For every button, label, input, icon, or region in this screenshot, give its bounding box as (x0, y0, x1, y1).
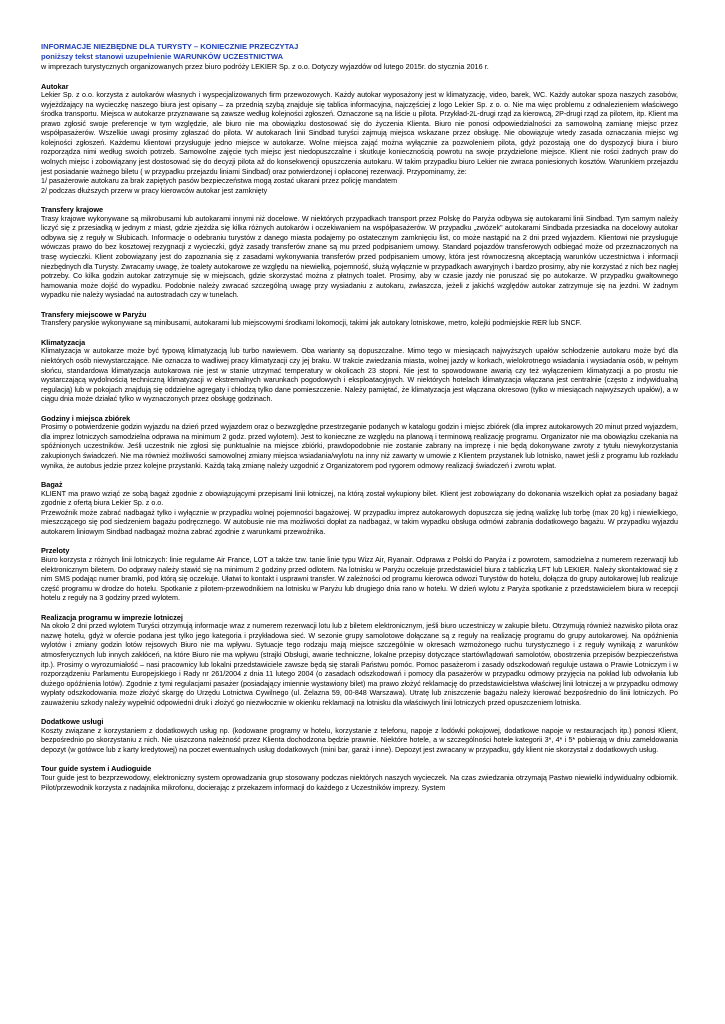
section (41, 310, 678, 329)
section (41, 764, 678, 793)
section-paragraph: Tour guide jest to bezprzewodowy, elektroniczny system oprowadzania grup stosowany podczas niektórych naszych wycieczek. Na czas zwiedzania otrzymają Pastwo niewielki indywidualny odbiornik. Pilot/przewodnik korzysta z nadajnika mikrofonu, docierając z przekazem informacji do każdego z Uczestników imprezy. System (41, 774, 678, 792)
section-paragraph: Trasy krajowe wykonywane są mikrobusami lub autokarami innymi niż docelowe. W niektórych przypadkach transport przez Polskę do Paryża odbywa się autokarami linii Sindbad. Tym samym należy liczyć się z przesiadką w jednym z miast, gdzie zjeżdża się kilka różnych autokarów i oczekiwaniem na współpasażerów. W przypadku „zwózek" autokarami Sindbada przesiadka na docelowy autokar odbywa się z reguły w Słubicach. Informacje o odebraniu turystów z danego miasta podajemy po ostatecznym zamknięciu list, co może nastąpić na 2 dni przed wyjazdem. Klientowi nie przysługuje wówczas prawo do bez kosztowej rezygnacji z wycieczki, gdyż zasady transferów znane są mu przed podpisaniem umowy. Standard pojazdów transferowych odbiegać może od przeznaczonych na trasę wycieczki. Klient zobowiązany jest do zapoznania się z zasadami wykonywania transferów przed podpisaniem umowy, która jest równoczesną akceptacją warunków uczestnictwa i informacji niezbędnych dla Turysty. Zwracamy uwagę, że toalety autokarowe ze względu na niewielką, pojemność, służą wyłącznie w przypadkach awaryjnych i bardzo prosimy, aby nie korzystać z nich bez nagłej potrzeby. Co kilka godzin autokar zatrzymuje się w miejscach, gdzie skorzystać można z płatnych toalet. Prosimy, aby w czasie jazdy nie poruszać się po autokarze. W przypadku gwałtownego hamowania może dojść do wypadku. Podobnie należy zwracać szczególną uwagę przy wysiadaniu z autokaru, zwłaszcza, jeżeli z jakichś względów autokar zatrzymuje się na jezdni. W żadnym wypadku nie należy wysiadać na autostradach czy w tunelach. (41, 214, 678, 300)
section-heading: Transfery krajowe (41, 205, 104, 215)
section (41, 82, 678, 197)
section-paragraph: Transfery paryskie wykonywane są minibusami, autokarami lub miejscowymi środkami lokomocji, takimi jak autokary lotniskowe, metro, kolejki podmiejskie RER lub SNCF. (41, 319, 582, 328)
section-paragraph: Przewoźnik może zabrać nadbagaż tylko i wyłącznie w przypadku wolnej pojemności bagażowej. W przypadku imprez autokarowych dopuszcza się jedną walizkę lub torbę (max 20 kg) i niewielkiego, mieszczącego się pod siedzeniem bagażu podręcznego. W autobusie nie ma możliwości dopłat za nadbagaż, w takim wypadku obsługa odmówi zabrania dodatkowego bagażu. W przypadku wyjazdu autokarem liniowym Sindbad nadbagaż można zabrać zgodnie z warunkami przewoźnika. (41, 508, 678, 536)
section-heading: Godziny i miejsca zbiórek (41, 413, 131, 423)
section-paragraph: 2/ podczas dłuższych przerw w pracy kierowców autokar jest zamknięty (41, 186, 268, 195)
document-title: INFORMACJE NIEZBĘDNE DLA TURYSTY – KONIECZNIE PRZECZYTAJ (41, 42, 299, 51)
section-heading: Realizacja programu w imprezie lotniczej (41, 612, 183, 622)
section-heading: Klimatyzacja (41, 337, 86, 347)
section-paragraph: Lekier Sp. z o.o. korzysta z autokarów własnych i wyspecjalizowanych firm przewozowych. Każdy autokar wyposażony jest w klimatyzację, video, barek, WC. Każdy autokar spoza naszych zasobów, wyjeżdżający na wycieczkę naszego biura jest opisany – za przednią szybą znajduje się tablica informacyjna, najczęściej z logo Lekier Sp. z o. o. Nie ma więc problemu z odnalezieniem właściwego środka transportu. Miejsca w autokarze przyznawane są zawsze według kolejności zgłoszeń. Oznaczone są na liście u pilota. Przykład-2L-drugi rząd za kierowcą, 2P-drugi rząd za pilotem, itp. Klient ma prawo zgłosić swoje preferencje w tym względzie, ale biuro nie ma obowiązku dostosować się do życzenia Klienta. Biuro nie ponosi odpowiedzialności za samowolną zamianę miejsc przez współpasażerów. Wszelkie uwagi prosimy zgłaszać do pilota. W autokarach linii Sindbad turyści zajmują miejsca wskazane przez obsługę. Nie obowiązuje wtedy zasada oznaczania miejsc wg kolejności zgłoszeń. Każdemu klientowi przysługuje jedno miejsce w autokarze. Wolne miejsca zająć można wyłącznie za pozwoleniem pilota, gdyż pozostają one do dyspozycji biura i biuro rozporządza nimi według swoich potrzeb. Samowolne zajęcie tych miejsc jest niedopuszczalne i skutkuje koniecznością powrotu na swoje przydzielone miejsce. Klient nie rości żadnych praw do wolnych miejsc i zobowiązany jest dostosować się do decyzji pilota až do konsekwencji opuszczenia autokaru. W takim przypadku biuro Lekier nie zwraca poniesionych kosztów. Warunkiem przejazdu jest posiadanie ważnego biletu ( w przypadku przejazdu liniami Sindbad) oraz potwierdzonej i opłaconej rezerwacji. Przypominamy, że: (41, 91, 678, 176)
section-heading: Transfery miejscowe w Paryżu (41, 309, 147, 319)
section-heading: Bagaż (41, 480, 63, 490)
section-heading: Autokar (41, 81, 69, 91)
section-heading: Dodatkowe usługi (41, 717, 104, 727)
document-intro: w imprezach turystycznych organizowanych przez biuro podróży LEKIER Sp. z o.o. Dotyczy wyjazdów od lutego 2015r. do stycznia 2016 r. (41, 62, 489, 71)
section-paragraph: Biuro korzysta z różnych linii lotniczych: linie regularne Air France, LOT a także tzw. tanie linie typu Wizz Air, Ryanair. Odprawa z Polski do Paryża i z powrotem, samodzielna z numerem rezerwacji lub elektronicznym biletem. Do odprawy należy stawić się na minimum 2 godziny przed odlotem. Na lotnisku w Paryżu oczekuje przedstawiciel biura z tabliczką LFT lub LEKIER. Należy skontaktować się z nim SMS podając numer bramki, pod którą się oczekuje. Ułatwi to kontakt i usprawni transfer. W zależności od programu kierowca odwozi Turystów do hotelu, dołącza do grupy autokarowej lub realizuje część programu w drodze do hotelu. Spotkanie z pilotem-przewodnikiem na lotnisku w Paryżu lub drugiego dnia rano w hotelu. W dzień wylotu z Paryża spotkanie z przedstawicielem biura w recepcji hotelu z reguły na 3 godziny przed wylotem. (41, 555, 678, 603)
section-paragraph: KLIENT ma prawo wziąć ze sobą bagaż zgodnie z obowiązującymi przepisami linii lotniczej, na którą został wykupiony bilet. Klient jest zobowiązany do dokonania wszelkich opłat za posiadany bagaż zgodnie z ofertą biura Lekier Sp. z o.o. (41, 489, 678, 508)
section (41, 205, 678, 301)
section-paragraph: Klimatyzacja w autokarze może być typową klimatyzacją lub turbo nawiewem. Oba warianty są dopuszczalne. Mimo tego w miesiącach najwyższych upałów schłodzenie autokaru może być dla niektórych osób niewystarczające. Nie oznacza to wadliwej pracy klimatyzacji czy jej braku. W trakcie zwiedzania miasta, wolnej jazdy w korkach, wielokrotnego wsiadania i wysiadania osób, w pełnym słońcu, standardowa klimatyzacja autokarowa nie jest w stanie utrzymać temperatury w okolicach 23 stopni. Nie jest to spowodowane awarią czy też wyłączeniem klimatyzacji a po prostu nie wystarczającą wydolnością techniczną klimatyzacji w ekstremalnych warunkach pogodowych i eksploatacyjnych. W niektórych hotelach klimatyzacja włączana jest centralnie (często z indywidualną regulacją) lub w pokojach znajdują się oddzielne agregaty i chłodzą tylko dane pomieszczenie. Należy pamiętać, że klimatyzacja jest włączana okresowo (tylko w miesiącach najwyższych upałów), a w ciągu dnia może działać tylko w wyznaczonych przez obsługę godzinach. (41, 347, 678, 404)
section-paragraph: Prosimy o potwierdzenie godzin wyjazdu na dzień przed wyjazdem oraz o bezwzględne przestrzeganie podanych w katalogu godzin i miejsc zbiórek (dla imprez autokarowych 20 minut przed wyjazdem, dla imprez lotniczych samodzielna odprawa na minimum 2 godz. przed wylotem). Jest to konieczne ze względu na planową i terminową realizację programu. Organizator nie ma obowiązku czekania na spóźnionych uczestników. Jeśli uczestnik nie zgłosi się punktualnie na miejsce zbiórki, prawdopodobnie nie zostanie zabrany na imprezę i nie będą dokonywane zwroty z tytułu niewykorzystania zakupionych świadczeń. Nie ma również możliwości samowolnej zmiany miejsca wsiadania/wylotu na inny niż zawarty w umowie z Klientem przystanek lub lotnisko, nawet jeśli z programu lub rozkładu wynika, że autobus jedzie przez kolejne przystanki. Każdą taką zmianę należy uzgodnić z Organizatorem pod rygorem odmowy realizacji świadczeń i zwrotu wpłat. (41, 423, 678, 470)
section-paragraph: 1/ pasażerowie autokaru za brak zapiętych pasów bezpieczeństwa mogą zostać ukarani przez policję mandatem (41, 177, 398, 186)
section (41, 338, 678, 405)
section-paragraph: Koszty związane z korzystaniem z dodatkowych usług np. (kodowane programy w hotelu, korzystanie z telefonu, napoje z lodówki pokojowej, dodatkowe napoje w restauracjach itp.) ponosi Klient, bezpośrednio po skorzystaniu z nich. Nie uiszczona należność przez Klienta dochodzona będzie prawnie. Niektóre hotele, a w szczególności hotele kategorii 3*, 4* i 5* pobierają w dniu zameldowania depozyt (w gotówce lub z karty kredytowej) na poczet ewentualnych usług dodatkowych (mini bar, garaż i inne). Depozyt jest zwracany w przypadku, gdy klient nie skorzystał z dodatkowych usług. (41, 726, 678, 754)
section (41, 414, 678, 471)
section (41, 613, 678, 709)
section-heading: Tour guide system i Audioguide (41, 764, 152, 774)
sections-container (41, 82, 678, 794)
section (41, 546, 678, 603)
document-subtitle: poniższy tekst stanowi uzupełnienie WARUNKÓW UCZESTNICTWA (41, 52, 284, 61)
section-paragraph: Na około 2 dni przed wylotem Turyści otrzymują informacje wraz z numerem rezerwacji lotu lub z biletem elektronicznym, jeśli biuro uczestniczy w zakupie biletu. Otrzymują również nazwisko pilota oraz nazwę hotelu, gdyż w ofercie podana jest tylko jego kategoria i przykładowa sieć. W sezonie grupy samolotowe dołączane są z reguły na realizację programu do grupy autokarowej. Na opóźnienia wylotów i zmiany godzin lotów rejsowych Biuro nie ma wpływu. Sytuacje tego rodzaju mają miejsce szczególnie w okresach wzmożonego ruchu turystycznego i z reguły wynikają z warunków atmosferycznych lub innych zakłóceń, na które Biuro nie ma wpływu (strajki Obsługi, awarie techniczne, lokalne przepisy dotyczące startów/lądowań samolotów, obostrzenia przepisów bezpieczeństwa itp.). Prosimy o wyrozumiałość – nasi pracownicy lub lokalni przedstawiciele zawsze będą się starali Państwu pomóc. Pomoc pasażerom i zasady odszkodowań reguluje ustawa o Prawie Lotniczym i w rozporządzeniu Parlamentu Europejskiego i Rady nr 261/2004 z dnia 11 lutego 2004 (o zasadach odszkodowań i pomocy dla pasażerów w przypadku odmowy przyjęcia na pokład lub odwołania lub dużego opóźnienia lotów). Zgodnie z tymi regulacjami pasażer (posiadający imiennie wystawiony bilet) ma prawo złożyć reklamację do przedstawicielstwa właściwej linii lotniczej a w przypadku odmowy wypłaty odszkodowania może złożyć skargę do Urzędu Lotnictwa Cywilnego (ul. Żelazna 59, 00-848 Warszawa). Utratę lub zniszczenie bagażu należy kierować bezpośrednio do linii lotniczych. Po zauważeniu szkody należy wypełnić odpowiedni druk i złożyć go niezwłocznie w okienku reklamacji na lotnisku dla właściwych linii lotniczych przed opuszczeniem lotniska. (41, 622, 678, 707)
section-heading: Przeloty (41, 546, 70, 556)
section (41, 717, 678, 755)
section (41, 480, 678, 537)
